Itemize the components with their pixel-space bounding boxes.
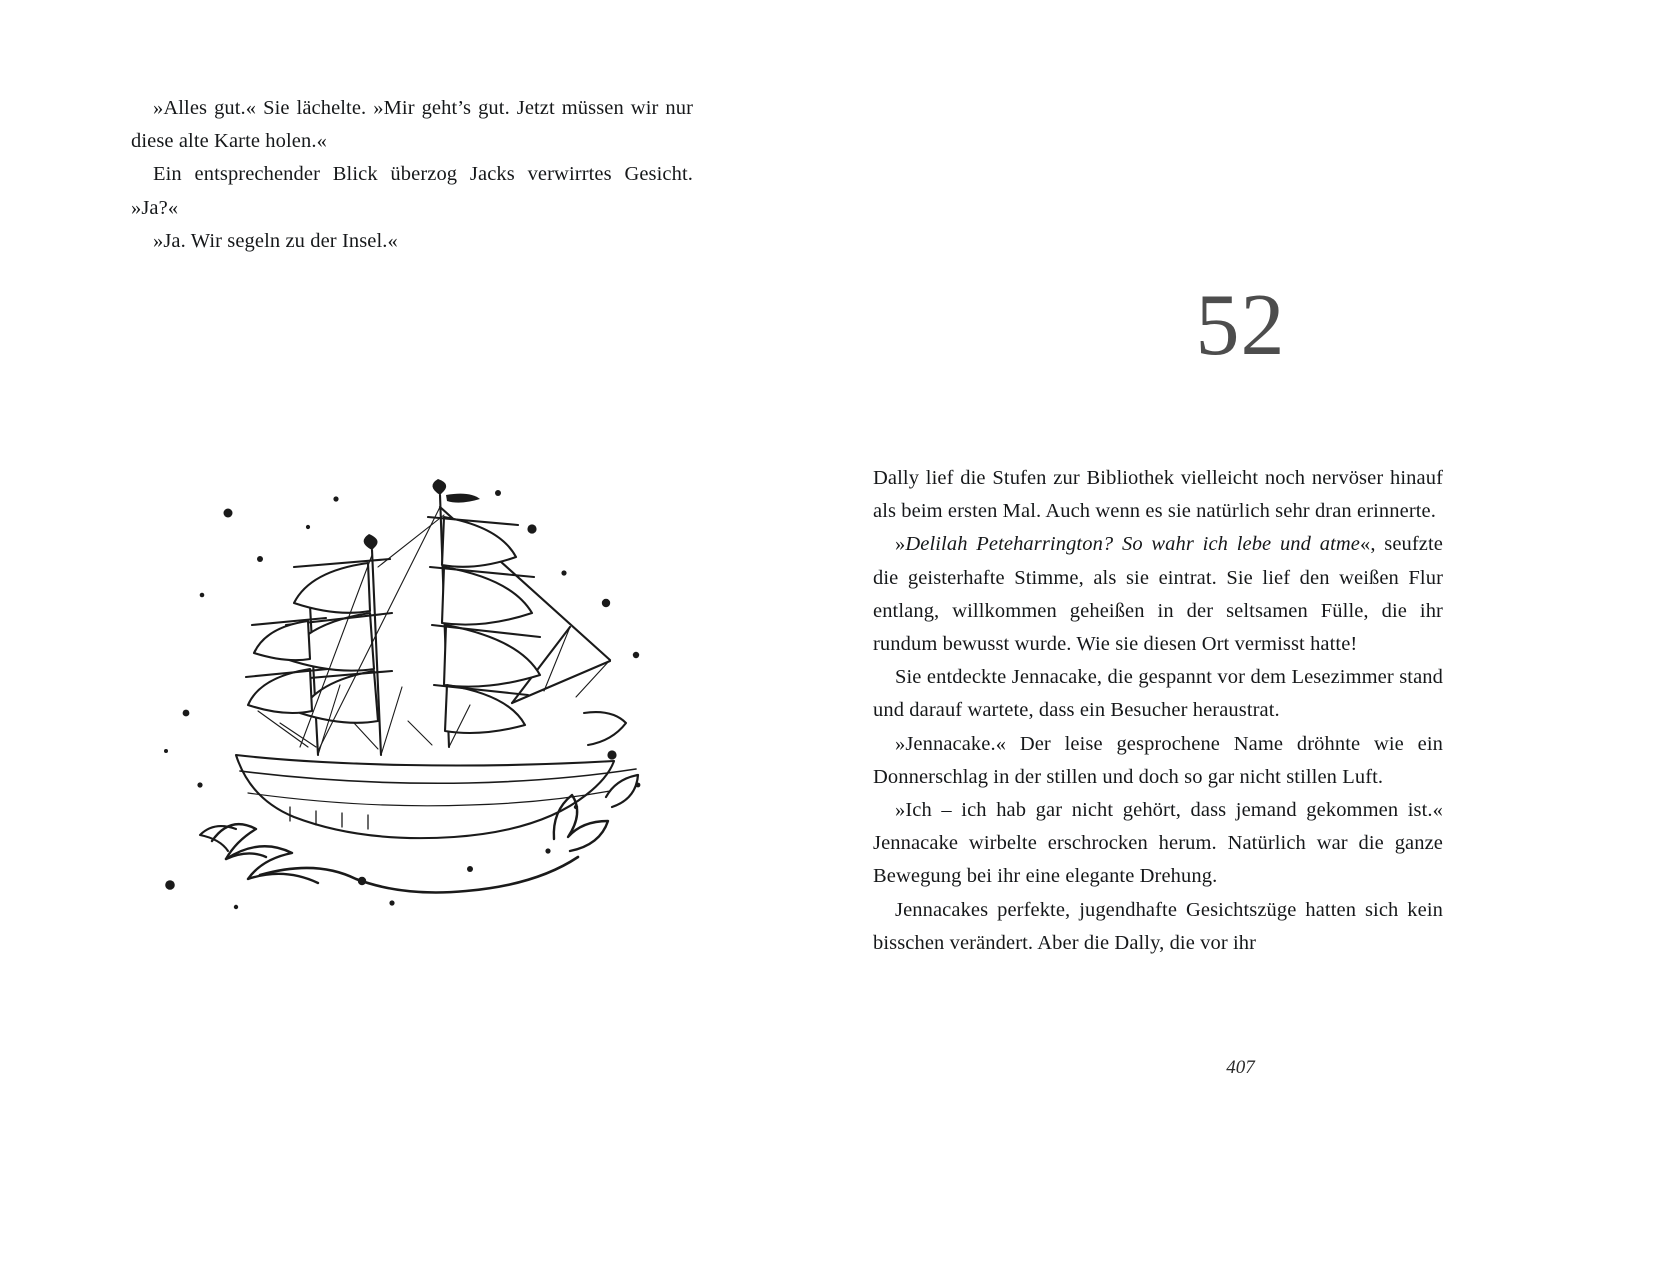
paragraph: Jennacakes perfekte, jugendhafte Gesichtszüge hatten sich kein bisschen verändert. Aber die Dally, die vor ihr [873, 898, 1443, 954]
paragraph-remainder: «, seufzte die geisterhafte Stimme, als sie eintrat. Sie lief den weißen Flur entlang, willkommen geheißen in der seltsamen Fülle, die ihr rundum bewusst wurde. Wie sie diesen Ort vermisst hatte! [873, 533, 1443, 656]
quote-open: » [895, 533, 906, 556]
paragraph: »Ja. Wir segeln zu der Insel.« [153, 229, 398, 252]
paragraph: Ein entsprechender Blick überzog Jacks verwirrtes Gesicht. »Ja?« [131, 163, 693, 219]
paragraph: »Alles gut.« Sie lächelte. »Mir geht’s gut. Jetzt müssen wir nur diese alte Karte holen.« [131, 97, 693, 153]
paragraph: Sie entdeckte Jennacake, die gespannt vor dem Lesezimmer stand und darauf wartete, dass ein Besucher heraustrat. [873, 666, 1443, 722]
sailing-ship-illustration [140, 455, 660, 925]
right-page [827, 0, 1654, 1270]
paragraph: Dally lief die Stufen zur Bibliothek vielleicht noch nervöser hinauf als beim ersten Mal. Auch wenn es sie natürlich sehr dran erinnerte. [873, 467, 1443, 523]
chapter-number: 52 [1195, 277, 1286, 374]
paragraph-italic-quote [873, 528, 1443, 661]
paragraph: »Jennacake.« Der leise gesprochene Name dröhnte wie ein Donnerschlag in der stillen und doch so gar nicht stillen Luft. [873, 732, 1443, 788]
italic-phrase: Delilah Peteharrington? So wahr ich lebe und atme [905, 533, 1360, 556]
page-number: 407 [1226, 1057, 1255, 1078]
paragraph: »Ich – ich hab gar nicht gehört, dass jemand gekommen ist.« Jennacake wirbelte erschrocken herum. Natürlich war die ganze Bewegung bei ihr eine elegante Drehung. [873, 799, 1443, 888]
right-page-text-block [873, 462, 1443, 960]
left-page-text-block [131, 92, 693, 258]
